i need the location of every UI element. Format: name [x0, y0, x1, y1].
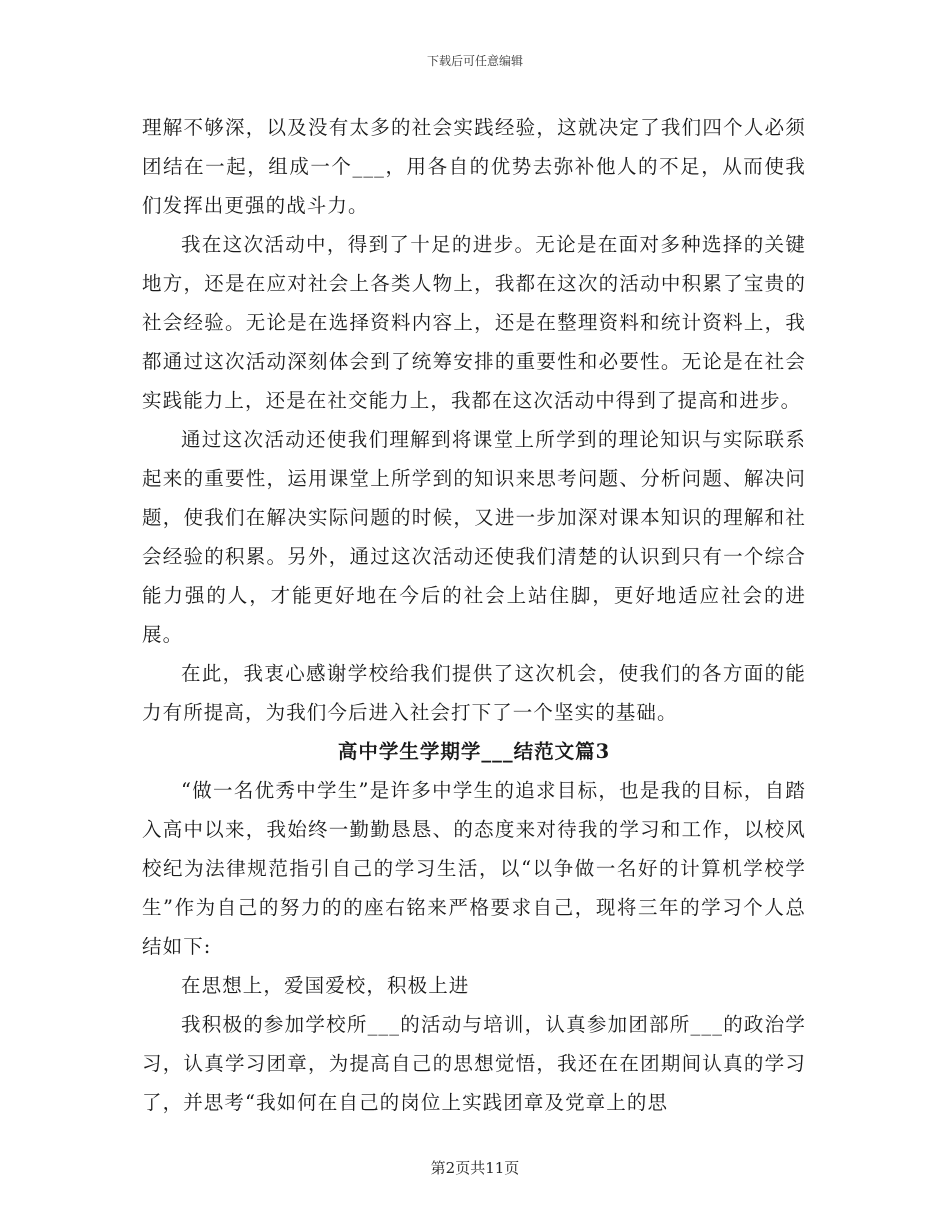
document-body — [142, 108, 806, 1122]
paragraph-4: 在此，我衷心感谢学校给我们提供了这次机会，使我们的各方面的能力有所提高，为我们今后进入社会打下了一个坚实的基础。 — [142, 662, 806, 724]
section-paragraph-1: “做一名优秀中学生”是许多中学生的追求目标，也是我的目标，自踏入高中以来，我始终一勤勤恳恳、的态度来对待我的学习和工作，以校风校纪为法律规范指引自己的学习生活，以“以争做一名好的计算机学校学生”作为自己的努力的的座右铭来严格要求自己，现将三年的学习个人总结如下: — [142, 779, 806, 958]
paragraph-3: 通过这次活动还使我们理解到将课堂上所学到的理论知识与实际联系起来的重要性，运用课堂上所学到的知识来思考问题、分析问题、解决问题，使我们在解决实际问题的时候，又进一步加深对课本知识的理解和社会经验的积累。另外，通过这次活动还使我们清楚的认识到只有一个综合能力强的人，才能更好地在今后的社会上站住脚，更好地适应社会的进展。 — [142, 428, 806, 646]
page-number: 第2页共11页 — [430, 1159, 520, 1177]
paragraph-2: 我在这次活动中，得到了十足的进步。无论是在面对多种选择的关键地方，还是在应对社会上各类人物上，我都在这次的活动中积累了宝贵的社会经验。无论是在选择资料内容上，还是在整理资料和统计资料上，我都通过这次活动深刻体会到了统筹安排的重要性和必要性。无论是在社会实践能力上，还是在社交能力上，我都在这次活动中得到了提高和进步。 — [142, 233, 806, 412]
paragraph-1: 理解不够深，以及没有太多的社会实践经验，这就决定了我们四个人必须团结在一起，组成一个___，用各自的优势去弥补他人的不足，从而使我们发挥出更强的战斗力。 — [142, 116, 806, 217]
section-subheading: 在思想上，爱国爱校，积极上进 — [181, 974, 470, 997]
section-title: 高中学生学期学___结范文篇3 — [337, 740, 611, 763]
header-note: 下载后可任意编辑 — [426, 54, 523, 68]
section-paragraph-2: 我积极的参加学校所___的活动与培训，认真参加团部所___的政治学习，认真学习团章，为提高自己的思想觉悟，我还在在团期间认真的学习了，并思考“我如何在自己的岗位上实践团章及党章上的思 — [142, 1013, 806, 1114]
